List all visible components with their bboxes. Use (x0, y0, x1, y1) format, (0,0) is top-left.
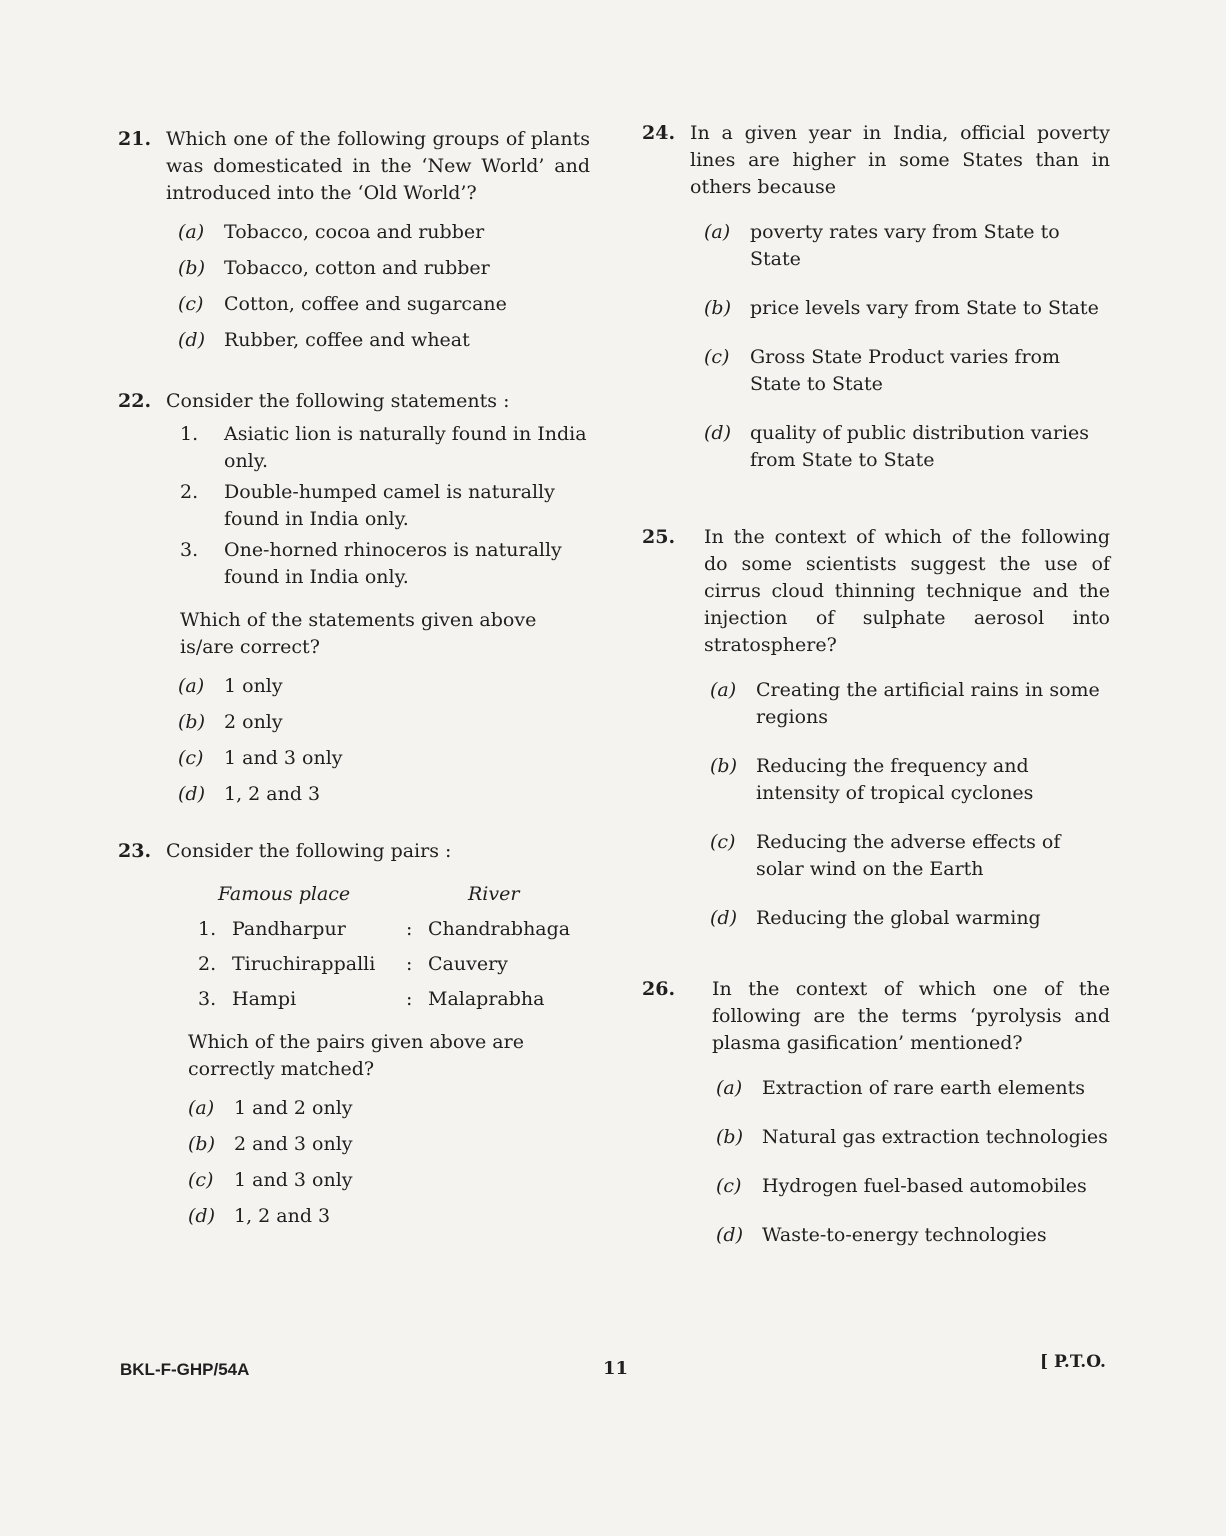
options-list (118, 1095, 590, 1230)
question-number: 21. (118, 128, 152, 150)
option-text: Tobacco, cotton and rubber (224, 257, 490, 279)
option-b (178, 709, 590, 736)
option-letter: (c) (188, 1169, 214, 1191)
option-letter: (b) (188, 1133, 215, 1155)
statement-text: Double-humped camel is naturally found in India only. (224, 481, 555, 530)
question-number: 23. (118, 840, 152, 862)
option-d (178, 327, 590, 354)
option-letter: (b) (178, 257, 205, 279)
pair-river: Chandrabhaga (428, 918, 571, 940)
options-list (642, 677, 1110, 932)
option-text: poverty rates vary from State to State (750, 221, 1060, 270)
left-column (118, 126, 590, 1239)
option-letter: (a) (178, 221, 205, 243)
option-c (178, 291, 590, 318)
option-letter: (a) (704, 221, 731, 243)
option-a (704, 219, 1110, 273)
option-letter: (d) (178, 783, 205, 805)
option-text: quality of public distribution varies from State to State (750, 422, 1090, 471)
question-23 (118, 838, 590, 1230)
pair-number: 2. (198, 953, 217, 975)
question-number: 26. (642, 978, 676, 1000)
page-number: 11 (603, 1358, 629, 1379)
option-letter: (c) (710, 831, 736, 853)
sub-question: Which of the statements given above is/are correct? (180, 609, 537, 658)
option-b (710, 753, 1110, 807)
option-letter: (b) (716, 1126, 743, 1148)
option-b (178, 255, 590, 282)
option-a (178, 219, 590, 246)
option-d (178, 781, 590, 808)
option-c (710, 829, 1110, 883)
booklet-code: BKL-F-GHP/54A (120, 1360, 250, 1379)
option-letter: (b) (178, 711, 205, 733)
option-letter: (a) (188, 1097, 215, 1119)
question-number: 24. (642, 122, 676, 144)
option-letter: (c) (716, 1175, 742, 1197)
pair-number: 1. (198, 918, 217, 940)
option-text: 2 only (224, 711, 283, 733)
statement-2 (180, 479, 590, 533)
option-text: Tobacco, cocoa and rubber (224, 221, 485, 243)
question-22 (118, 388, 590, 808)
option-letter: (c) (178, 293, 204, 315)
pairs-table (118, 881, 590, 1013)
option-text: 1 and 3 only (234, 1169, 353, 1191)
option-text: Reducing the frequency and intensity of tropical cyclones (756, 755, 1034, 804)
option-text: Hydrogen fuel-based automobiles (762, 1175, 1087, 1197)
pair-separator: : (406, 953, 413, 975)
options-list (642, 1075, 1110, 1249)
pair-place: Tiruchirappalli (232, 953, 376, 975)
option-letter: (c) (704, 346, 730, 368)
question-stem: Consider the following pairs : (166, 840, 452, 862)
option-text: 1 and 2 only (234, 1097, 353, 1119)
question-stem: In the context of which of the following do some scientists suggest the use of cirrus cloud thinning technique and the injection of sulphate aerosol into stratosphere? (704, 526, 1110, 656)
pto-label: [ P.T.O. (1040, 1352, 1106, 1372)
question-21 (118, 126, 590, 354)
question-stem: Which one of the following groups of plants was domesticated in the ‘New World’ and introduced into the ‘Old World’? (166, 128, 590, 204)
option-letter: (c) (178, 747, 204, 769)
option-a (188, 1095, 590, 1122)
pair-row (198, 951, 590, 978)
statement-text: Asiatic lion is naturally found in India only. (224, 423, 587, 472)
statement-1 (180, 421, 590, 475)
options-list (118, 673, 590, 808)
option-text: 2 and 3 only (234, 1133, 353, 1155)
option-a (178, 673, 590, 700)
option-text: price levels vary from State to State (750, 297, 1099, 319)
option-letter: (d) (178, 329, 205, 351)
option-b (188, 1131, 590, 1158)
option-text: 1, 2 and 3 (224, 783, 321, 805)
question-stem: Consider the following statements : (166, 390, 510, 412)
option-letter: (b) (710, 755, 737, 777)
statement-number: 1. (180, 423, 199, 445)
pair-place: Pandharpur (232, 918, 346, 940)
option-letter: (d) (704, 422, 731, 444)
option-text: 1 only (224, 675, 283, 697)
statement-number: 2. (180, 481, 199, 503)
question-26 (642, 976, 1110, 1249)
option-text: 1, 2 and 3 (234, 1205, 331, 1227)
option-letter: (d) (710, 907, 737, 929)
option-letter: (a) (178, 675, 205, 697)
option-c (178, 745, 590, 772)
option-text: Extraction of rare earth elements (762, 1077, 1085, 1099)
option-c (716, 1173, 1110, 1200)
sub-question: Which of the pairs given above are correctly matched? (188, 1031, 524, 1080)
option-letter: (d) (188, 1205, 215, 1227)
option-a (716, 1075, 1110, 1102)
option-text: Reducing the global warming (756, 907, 1041, 929)
option-text: Reducing the adverse effects of solar wind on the Earth (756, 831, 1061, 880)
pair-separator: : (406, 988, 413, 1010)
option-letter: (a) (716, 1077, 743, 1099)
option-letter: (d) (716, 1224, 743, 1246)
statement-3 (180, 537, 590, 591)
statement-number: 3. (180, 539, 199, 561)
option-b (704, 295, 1110, 322)
pair-river: Cauvery (428, 953, 508, 975)
question-stem: In the context of which one of the following are the terms ‘pyrolysis and plasma gasification’ mentioned? (712, 978, 1110, 1054)
pair-row (198, 916, 590, 943)
pairs-header-river: River (468, 883, 520, 905)
statement-text: One-horned rhinoceros is naturally found in India only. (224, 539, 562, 588)
options-list (118, 219, 590, 354)
option-d (188, 1203, 590, 1230)
pair-row (198, 986, 590, 1013)
option-b (716, 1124, 1110, 1151)
option-d (704, 420, 1110, 474)
pair-number: 3. (198, 988, 217, 1010)
statements-list (118, 421, 590, 591)
option-a (710, 677, 1110, 731)
pair-separator: : (406, 918, 413, 940)
option-c (188, 1167, 590, 1194)
pairs-header (198, 881, 590, 908)
option-text: Creating the artificial rains in some regions (756, 679, 1100, 728)
option-text: Waste-to-energy technologies (762, 1224, 1047, 1246)
options-list (642, 219, 1110, 474)
question-number: 22. (118, 390, 152, 412)
right-column (642, 120, 1110, 1271)
option-d (710, 905, 1110, 932)
pair-river: Malaprabha (428, 988, 545, 1010)
question-stem: In a given year in India, official poverty lines are higher in some States than in others because (690, 122, 1110, 198)
option-letter: (b) (704, 297, 731, 319)
option-text: 1 and 3 only (224, 747, 343, 769)
option-text: Natural gas extraction technologies (762, 1126, 1108, 1148)
option-c (704, 344, 1110, 398)
question-25 (642, 524, 1110, 932)
pairs-header-place: Famous place (218, 883, 351, 905)
option-text: Gross State Product varies from State to State (750, 346, 1060, 395)
question-number: 25. (642, 526, 676, 548)
option-letter: (a) (710, 679, 737, 701)
option-d (716, 1222, 1110, 1249)
question-24 (642, 120, 1110, 474)
option-text: Cotton, coffee and sugarcane (224, 293, 507, 315)
pair-place: Hampi (232, 988, 297, 1010)
option-text: Rubber, coffee and wheat (224, 329, 470, 351)
